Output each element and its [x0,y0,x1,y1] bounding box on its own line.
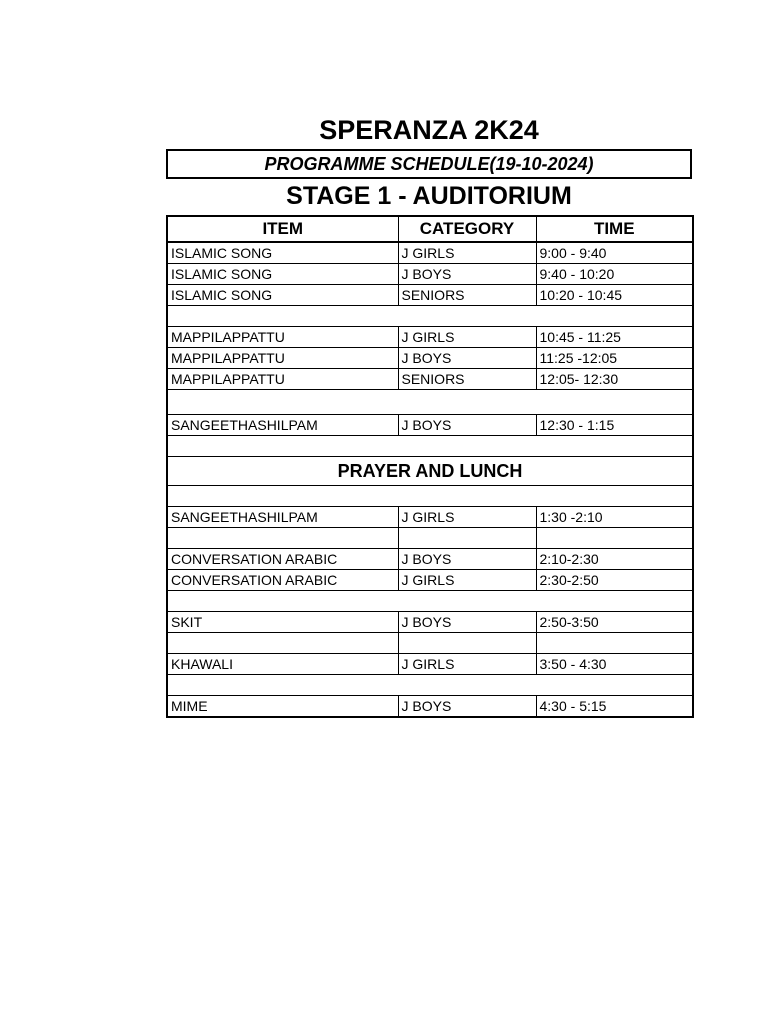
spacer-cell [398,633,536,654]
item-cell: SKIT [167,612,398,633]
time-cell: 2:10-2:30 [536,549,693,570]
category-cell: SENIORS [398,285,536,306]
break-label: PRAYER AND LUNCH [167,457,693,486]
item-cell: MAPPILAPPATTU [167,348,398,369]
schedule-subtitle: PROGRAMME SCHEDULE(19-10-2024) [166,149,692,179]
spacer-cell [167,436,693,457]
spacer-cell [167,528,398,549]
spacer-cell [167,591,693,612]
time-cell: 9:40 - 10:20 [536,264,693,285]
table-row [167,415,693,436]
item-cell: MIME [167,696,398,718]
spacer-row [167,436,693,457]
time-cell: 11:25 -12:05 [536,348,693,369]
time-cell: 3:50 - 4:30 [536,654,693,675]
time-cell: 2:30-2:50 [536,570,693,591]
category-cell: J BOYS [398,348,536,369]
spacer-row [167,390,693,415]
spacer-cell [536,528,693,549]
category-cell: J GIRLS [398,507,536,528]
item-cell: SANGEETHASHILPAM [167,507,398,528]
item-cell: MAPPILAPPATTU [167,369,398,390]
category-cell: J BOYS [398,549,536,570]
category-cell: J GIRLS [398,570,536,591]
category-cell: J GIRLS [398,242,536,264]
spacer-row [167,675,693,696]
header-item: ITEM [167,216,398,242]
table-row [167,348,693,369]
category-cell: J BOYS [398,415,536,436]
spacer-cell [398,528,536,549]
category-cell: J BOYS [398,696,536,718]
spacer-cell [167,306,693,327]
table-row [167,327,693,348]
spacer-cell [536,633,693,654]
category-cell: J GIRLS [398,327,536,348]
item-cell: SANGEETHASHILPAM [167,415,398,436]
table-row [167,242,693,264]
item-cell: ISLAMIC SONG [167,285,398,306]
time-cell: 10:45 - 11:25 [536,327,693,348]
item-cell: ISLAMIC SONG [167,242,398,264]
category-cell: J BOYS [398,612,536,633]
table-row [167,264,693,285]
item-cell: CONVERSATION ARABIC [167,549,398,570]
spacer-cell [167,486,693,507]
time-cell: 12:30 - 1:15 [536,415,693,436]
header-time: TIME [536,216,693,242]
time-cell: 10:20 - 10:45 [536,285,693,306]
item-cell: KHAWALI [167,654,398,675]
table-row [167,654,693,675]
schedule-table [166,215,694,718]
time-cell: 2:50-3:50 [536,612,693,633]
item-cell: CONVERSATION ARABIC [167,570,398,591]
break-row [167,457,693,486]
stage-heading: STAGE 1 - AUDITORIUM [286,182,572,210]
category-cell: SENIORS [398,369,536,390]
item-cell: MAPPILAPPATTU [167,327,398,348]
table-header-row [167,216,693,242]
table-row [167,549,693,570]
spacer-cell [167,633,398,654]
category-cell: J BOYS [398,264,536,285]
time-cell: 9:00 - 9:40 [536,242,693,264]
time-cell: 1:30 -2:10 [536,507,693,528]
item-cell: ISLAMIC SONG [167,264,398,285]
spacer-row [167,528,693,549]
spacer-cell [167,675,693,696]
spacer-row [167,591,693,612]
header-category: CATEGORY [398,216,536,242]
spacer-row [167,306,693,327]
table-row [167,285,693,306]
spacer-row [167,633,693,654]
table-row [167,696,693,718]
table-row [167,612,693,633]
time-cell: 12:05- 12:30 [536,369,693,390]
table-row [167,369,693,390]
table-row [167,570,693,591]
time-cell: 4:30 - 5:15 [536,696,693,718]
spacer-row [167,486,693,507]
table-row [167,507,693,528]
document-title: SPERANZA 2K24 [319,115,539,145]
spacer-cell [167,390,693,415]
category-cell: J GIRLS [398,654,536,675]
